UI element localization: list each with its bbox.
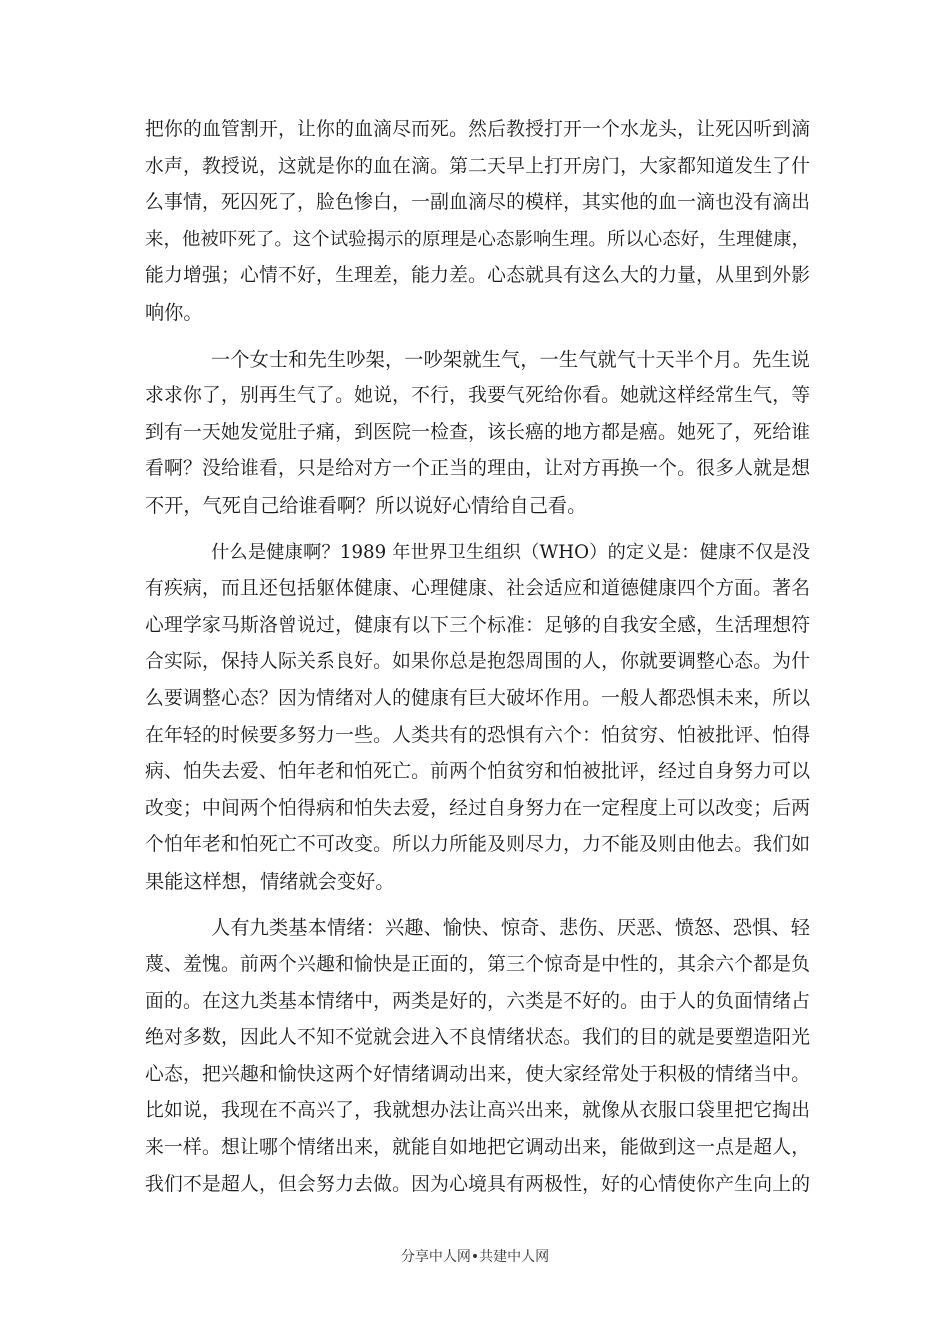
text-line: 一个女士和先生吵架，一吵架就生气，一生气就气十天半个月。先生说 xyxy=(211,347,810,371)
text-line: 合实际，保持人际关系良好。如果你总是抱怨周围的人，你就要调整心态。为什 xyxy=(145,651,810,673)
footer-text: 分享中人网•共建中人网 xyxy=(400,1249,550,1265)
text-line: 我们不是超人，但会努力去做。因为心境具有两极性，好的心情使你产生向上的 xyxy=(145,1173,810,1195)
text-line: 来一样。想让哪个情绪出来，就能自如地把它调动出来，能做到这一点是超人， xyxy=(145,1137,810,1159)
text-line: 到有一天她发觉肚子痛，到医院一检查，该长癌的地方都是癌。她死了，死给谁 xyxy=(145,421,810,443)
text-line: 蔑、羞愧。前两个兴趣和愉快是正面的，第三个惊奇是中性的，其余六个都是负 xyxy=(145,954,810,976)
text-line: 改变；中间两个怕得病和怕失去爱，经过自身努力在一定程度上可以改变；后两 xyxy=(145,797,810,819)
text-line: 水声，教授说，这就是你的血在滴。第二天早上打开房门，大家都知道发生了什 xyxy=(145,155,810,177)
text-line: 个怕年老和怕死亡不可改变。所以力所能及则尽力，力不能及则由他去。我们如 xyxy=(145,834,810,856)
text-line: 绝对多数，因此人不知不觉就会进入不良情绪状态。我们的目的就是要塑造阳光 xyxy=(145,1027,810,1049)
paragraph xyxy=(145,112,810,332)
text-line: 什么是健康啊？1989 年世界卫生组织（WHO）的定义是：健康不仅是没 xyxy=(211,541,810,563)
text-line: 不开，气死自己给谁看啊？所以说好心情给自己看。 xyxy=(145,493,587,517)
paragraph xyxy=(145,535,810,901)
text-line: 人有九类基本情绪：兴趣、愉快、惊奇、悲伤、厌恶、愤怒、恐惧、轻 xyxy=(211,916,810,940)
paragraph xyxy=(145,910,810,1203)
text-line: 能力增强；心情不好，生理差，能力差。心态就具有这么大的力量，从里到外影 xyxy=(145,265,810,287)
text-line: 来，他被吓死了。这个试验揭示的原理是心态影响生理。所以心态好，生理健康， xyxy=(145,228,810,250)
text-line: 果能这样想，情绪就会变好。 xyxy=(145,869,395,893)
text-line: 么要调整心态？因为情绪对人的健康有巨大破坏作用。一般人都恐惧未来，所以 xyxy=(145,687,810,709)
text-line: 比如说，我现在不高兴了，我就想办法让高兴出来，就像从衣服口袋里把它掏出 xyxy=(145,1100,810,1122)
text-line: 在年轻的时候要多努力一些。人类共有的恐惧有六个：怕贫穷、怕被批评、怕得 xyxy=(145,724,810,746)
text-line: 有疾病，而且还包括躯体健康、心理健康、社会适应和道德健康四个方面。著名 xyxy=(145,578,810,600)
paragraph xyxy=(145,342,810,525)
text-line: 面的。在这九类基本情绪中，两类是好的，六类是不好的。由于人的负面情绪占 xyxy=(145,990,810,1012)
page-footer xyxy=(0,1246,950,1266)
text-line: 病、怕失去爱、怕年老和怕死亡。前两个怕贫穷和怕被批评，经过自身努力可以 xyxy=(145,761,810,783)
text-line: 心态，把兴趣和愉快这两个好情绪调动出来，使大家经常处于积极的情绪当中。 xyxy=(145,1063,810,1085)
text-line: 响你。 xyxy=(145,300,203,324)
text-line: 么事情，死囚死了，脸色惨白，一副血滴尽的模样，其实他的血一滴也没有滴出 xyxy=(145,192,810,214)
text-line: 把你的血管割开，让你的血滴尽而死。然后教授打开一个水龙头，让死囚听到滴 xyxy=(145,119,810,140)
document-body xyxy=(145,112,810,1213)
text-line: 心理学家马斯洛曾说过，健康有以下三个标准：足够的自我安全感，生活理想符 xyxy=(145,614,810,636)
text-line: 看啊？没给谁看，只是给对方一个正当的理由，让对方再换一个。很多人就是想 xyxy=(145,458,810,480)
text-line: 求求你了，别再生气了。她说，不行，我要气死给你看。她就这样经常生气，等 xyxy=(145,385,810,407)
